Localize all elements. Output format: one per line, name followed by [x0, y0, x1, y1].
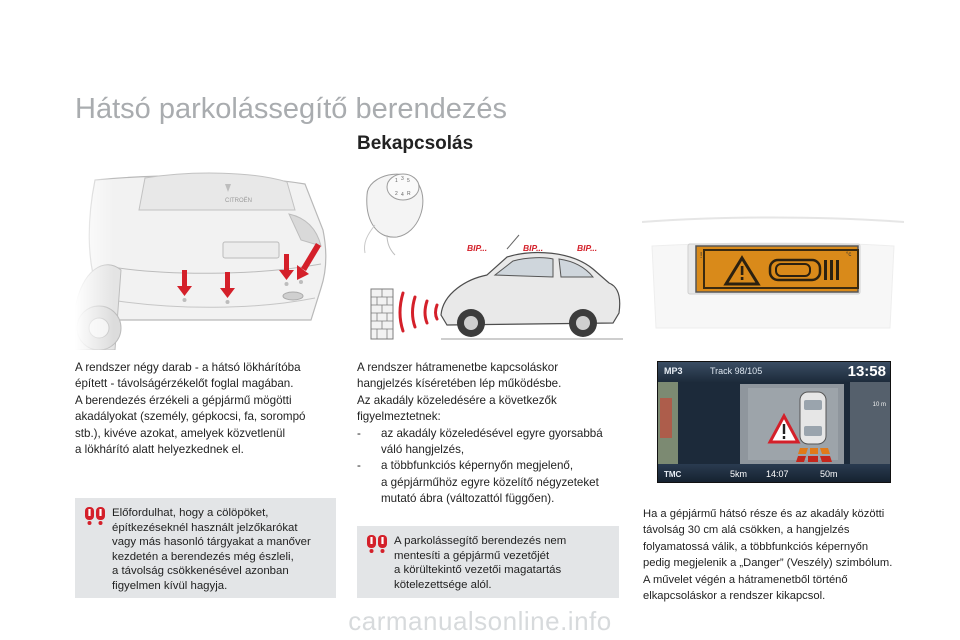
beep-label: BIP...: [523, 243, 544, 253]
warning-icon: [366, 534, 388, 554]
distance-label: 50m: [820, 469, 838, 479]
col3-paragraph: [643, 506, 915, 604]
arrival-time-label: 14:07: [766, 469, 789, 479]
text-line: az akadály közeledésével egyre gyorsabbá: [381, 426, 603, 440]
svg-text:3: 3: [401, 176, 404, 182]
section-title: Bekapcsolás: [357, 133, 474, 154]
text-line: figyelmen kívül hagyja.: [112, 579, 228, 592]
col1-paragraph: [75, 360, 340, 458]
text-line: A rendszer négy darab - a hátsó lökhárítóba: [75, 361, 301, 374]
text-line: akadályokat (személy, gépkocsi, fa, sorompó: [75, 410, 306, 424]
track-label: Track 98/105: [710, 366, 763, 376]
text-line: épített - távolságérzékelőt foglal magában.: [75, 377, 294, 391]
text-line: A berendezés érzékeli a gépjármű mögötti: [75, 393, 292, 407]
text-line: váló hangjelzés,: [381, 443, 465, 457]
tmc-label: TMC: [664, 470, 682, 479]
svg-text:R: R: [407, 191, 411, 197]
rear-bumper-illustration: [75, 170, 337, 350]
text-line: mutató ábra (változattól függően).: [381, 492, 555, 506]
list-item: [357, 426, 625, 459]
page-title: Hátsó parkolássegítő berendezés: [75, 93, 508, 125]
text-line: hangjelzés kíséretében lép működésbe.: [357, 377, 562, 391]
warning-icon: [84, 506, 106, 526]
text-line: Előfordulhat, hogy a cölöpöket,: [112, 507, 269, 519]
svg-text:1: 1: [395, 178, 398, 184]
warning-box: [75, 498, 336, 598]
clock-label: 13:58: [847, 363, 886, 380]
text-line: figyelmeztetnek:: [357, 410, 441, 424]
text-line: kezdetén a berendezés még észleli,: [112, 550, 294, 563]
text-line: A parkolássegítő berendezés nem: [394, 535, 567, 547]
svg-text:4: 4: [401, 192, 404, 198]
svg-text:°c: °c: [846, 252, 852, 258]
text-line: pedig megjelenik a „Danger” (Veszély) szimbólum.: [643, 557, 893, 570]
reverse-gear-illustration: [357, 165, 625, 343]
list-item: [357, 458, 625, 507]
sound-waves-icon: [400, 293, 437, 331]
svg-text:5: 5: [407, 178, 410, 184]
text-line: folyamatossá válik, a többfunkciós képernyőn: [643, 540, 869, 553]
text-line: A művelet végén a hátramenetből történő: [643, 573, 848, 586]
text-line: kötelezettsége alól.: [394, 578, 492, 591]
text-line: távolság 30 cm alá csökken, a hangjelzés: [643, 524, 850, 537]
text-line: építkezéseknél használt jelzőkarókat: [112, 521, 298, 534]
text-line: a többfunkciós képernyőn megjelenő,: [381, 459, 574, 473]
text-line: elkapcsoláskor a rendszer kikapcsol.: [643, 590, 826, 603]
parking-view: [740, 384, 844, 464]
warning-text: [112, 506, 328, 594]
multifunction-screen: [657, 361, 891, 483]
text-line: mentesíti a gépjármű vezetőjét: [394, 549, 550, 562]
text-line: a lökhárító alatt helyezkednek el.: [75, 443, 244, 457]
text-line: a körültekintő vezetői magatartás: [394, 564, 562, 577]
col2-paragraph: [357, 360, 625, 508]
text-line: Az akadály közeledésére a következők: [357, 393, 557, 407]
beep-label: BIP...: [467, 243, 488, 253]
warning-text: [394, 534, 611, 592]
text-line: a gépjárműhöz egyre közelítő négyzeteket: [381, 475, 599, 489]
text-line: stb.), kivéve azokat, amelyek közvetlenül: [75, 426, 286, 440]
svg-text:2: 2: [395, 191, 398, 197]
gear-knob-icon: [364, 174, 422, 255]
text-line: a távolság csökkenésével azonban: [112, 565, 289, 578]
instrument-panel-illustration: [642, 216, 904, 336]
distance-label: 5km: [730, 469, 748, 479]
text-line: Ha a gépjármű hátsó része és az akadály közötti: [643, 508, 885, 520]
source-label: MP3: [664, 366, 683, 376]
bullet-dash: -: [357, 459, 361, 473]
scale-label: 10 m: [872, 402, 886, 408]
watermark: carmanualsonline.info: [348, 606, 612, 636]
bullet-dash: -: [357, 426, 361, 440]
svg-text:!: !: [700, 251, 703, 260]
brick-wall-icon: [371, 289, 393, 339]
warning-box: [357, 526, 619, 598]
car-top-icon: [800, 392, 826, 444]
beep-label: BIP...: [577, 243, 598, 253]
text-line: vagy más hasonló tárgyakat a manőver: [112, 536, 311, 549]
text-line: A rendszer hátramenetbe kapcsoláskor: [357, 361, 559, 374]
